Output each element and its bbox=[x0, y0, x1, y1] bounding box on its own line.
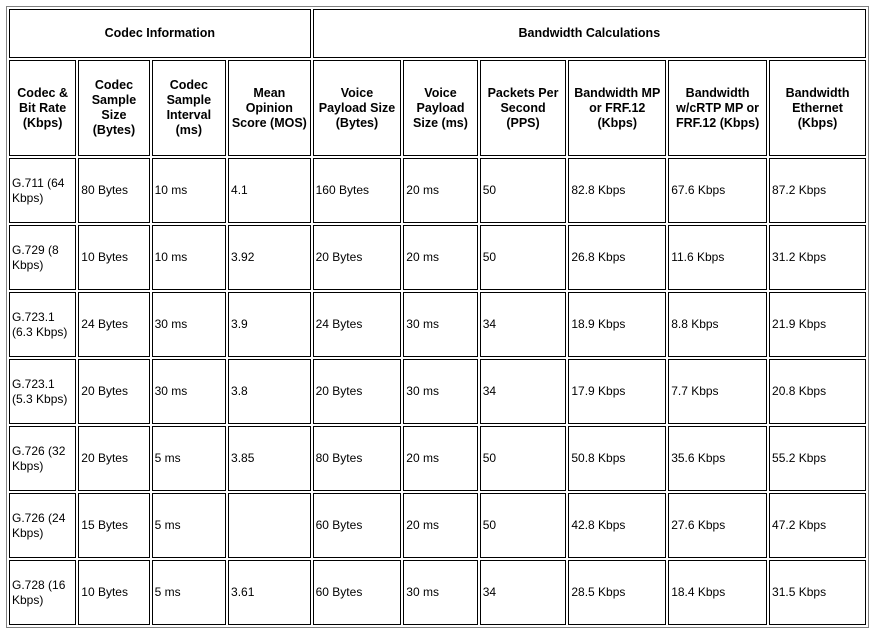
column-header-bandwidth-mp-frf12: Bandwidth MP or FRF.12 (Kbps) bbox=[568, 60, 666, 156]
table-cell: 5 ms bbox=[152, 560, 226, 625]
table-row bbox=[9, 493, 866, 558]
table-cell: 20 ms bbox=[403, 426, 477, 491]
table-cell: 30 ms bbox=[403, 560, 477, 625]
table-cell: 26.8 Kbps bbox=[568, 225, 666, 290]
table-row bbox=[9, 158, 866, 223]
table-cell: 80 Bytes bbox=[313, 426, 402, 491]
table-cell: 20 ms bbox=[403, 158, 477, 223]
table-cell: 60 Bytes bbox=[313, 493, 402, 558]
table-cell: G.729 (8 Kbps) bbox=[9, 225, 76, 290]
group-header-codec-information: Codec Information bbox=[9, 9, 311, 58]
table-cell: 3.9 bbox=[228, 292, 311, 357]
table-cell: 21.9 Kbps bbox=[769, 292, 866, 357]
table-cell: 18.4 Kbps bbox=[668, 560, 767, 625]
table-cell: 11.6 Kbps bbox=[668, 225, 767, 290]
table-cell: G.726 (32 Kbps) bbox=[9, 426, 76, 491]
table-cell: 15 Bytes bbox=[78, 493, 149, 558]
table-cell: 3.8 bbox=[228, 359, 311, 424]
table-cell: 20 Bytes bbox=[78, 359, 149, 424]
table-cell: 50 bbox=[480, 158, 567, 223]
table-cell: 8.8 Kbps bbox=[668, 292, 767, 357]
table-cell: 27.6 Kbps bbox=[668, 493, 767, 558]
table-cell: 34 bbox=[480, 292, 567, 357]
table-cell: 55.2 Kbps bbox=[769, 426, 866, 491]
table-cell: 7.7 Kbps bbox=[668, 359, 767, 424]
column-header-bandwidth-crtp: Bandwidth w/cRTP MP or FRF.12 (Kbps) bbox=[668, 60, 767, 156]
table-cell: 42.8 Kbps bbox=[568, 493, 666, 558]
table-cell: 35.6 Kbps bbox=[668, 426, 767, 491]
table-cell: 17.9 Kbps bbox=[568, 359, 666, 424]
table-row bbox=[9, 225, 866, 290]
table-cell: 3.61 bbox=[228, 560, 311, 625]
column-header-pps: Packets Per Second (PPS) bbox=[480, 60, 567, 156]
table-cell: 10 Bytes bbox=[78, 560, 149, 625]
table-cell: 3.85 bbox=[228, 426, 311, 491]
table-cell: 24 Bytes bbox=[313, 292, 402, 357]
table-cell: 20.8 Kbps bbox=[769, 359, 866, 424]
table-cell: 34 bbox=[480, 560, 567, 625]
table-cell: G.726 (24 Kbps) bbox=[9, 493, 76, 558]
column-header-mos: Mean Opinion Score (MOS) bbox=[228, 60, 311, 156]
table-cell: 50 bbox=[480, 426, 567, 491]
table-cell: 30 ms bbox=[403, 292, 477, 357]
table-row bbox=[9, 292, 866, 357]
column-header-voice-payload-bytes: Voice Payload Size (Bytes) bbox=[313, 60, 402, 156]
table-cell: 30 ms bbox=[152, 359, 226, 424]
table-cell: G.711 (64 Kbps) bbox=[9, 158, 76, 223]
table-cell: G.723.1 (6.3 Kbps) bbox=[9, 292, 76, 357]
table-cell: 31.2 Kbps bbox=[769, 225, 866, 290]
table-cell: 82.8 Kbps bbox=[568, 158, 666, 223]
table-cell: 18.9 Kbps bbox=[568, 292, 666, 357]
table-cell: 20 Bytes bbox=[313, 359, 402, 424]
column-header-codec-sample-size: Codec Sample Size (Bytes) bbox=[78, 60, 149, 156]
table-cell: 31.5 Kbps bbox=[769, 560, 866, 625]
table-cell: 4.1 bbox=[228, 158, 311, 223]
table-cell: 34 bbox=[480, 359, 567, 424]
table-cell: 20 ms bbox=[403, 493, 477, 558]
table-cell: 50.8 Kbps bbox=[568, 426, 666, 491]
table-cell: 60 Bytes bbox=[313, 560, 402, 625]
table-cell: 20 ms bbox=[403, 225, 477, 290]
table-cell: 24 Bytes bbox=[78, 292, 149, 357]
codec-bandwidth-table bbox=[6, 6, 869, 628]
table-cell: 20 Bytes bbox=[78, 426, 149, 491]
table-cell: G.728 (16 Kbps) bbox=[9, 560, 76, 625]
column-header-bandwidth-ethernet: Bandwidth Ethernet (Kbps) bbox=[769, 60, 866, 156]
table-cell: 5 ms bbox=[152, 426, 226, 491]
table-row bbox=[9, 359, 866, 424]
group-header-bandwidth-calculations: Bandwidth Calculations bbox=[313, 9, 866, 58]
table-cell: 160 Bytes bbox=[313, 158, 402, 223]
table-cell: 10 ms bbox=[152, 225, 226, 290]
column-header-row bbox=[9, 60, 866, 156]
table-cell: 30 ms bbox=[152, 292, 226, 357]
table-row bbox=[9, 426, 866, 491]
table-cell: 10 Bytes bbox=[78, 225, 149, 290]
table-cell: 28.5 Kbps bbox=[568, 560, 666, 625]
table-cell: 87.2 Kbps bbox=[769, 158, 866, 223]
table-cell: 47.2 Kbps bbox=[769, 493, 866, 558]
column-header-voice-payload-ms: Voice Payload Size (ms) bbox=[403, 60, 477, 156]
table-cell bbox=[228, 493, 311, 558]
table-cell: 5 ms bbox=[152, 493, 226, 558]
table-cell: 3.92 bbox=[228, 225, 311, 290]
table-cell: 50 bbox=[480, 225, 567, 290]
column-header-codec-sample-interval: Codec Sample Interval (ms) bbox=[152, 60, 226, 156]
table-cell: 67.6 Kbps bbox=[668, 158, 767, 223]
table-cell: G.723.1 (5.3 Kbps) bbox=[9, 359, 76, 424]
table-cell: 80 Bytes bbox=[78, 158, 149, 223]
table-row bbox=[9, 560, 866, 625]
table-cell: 50 bbox=[480, 493, 567, 558]
table-cell: 20 Bytes bbox=[313, 225, 402, 290]
column-header-codec-bit-rate: Codec & Bit Rate (Kbps) bbox=[9, 60, 76, 156]
table-cell: 10 ms bbox=[152, 158, 226, 223]
table-cell: 30 ms bbox=[403, 359, 477, 424]
group-header-row bbox=[9, 9, 866, 58]
